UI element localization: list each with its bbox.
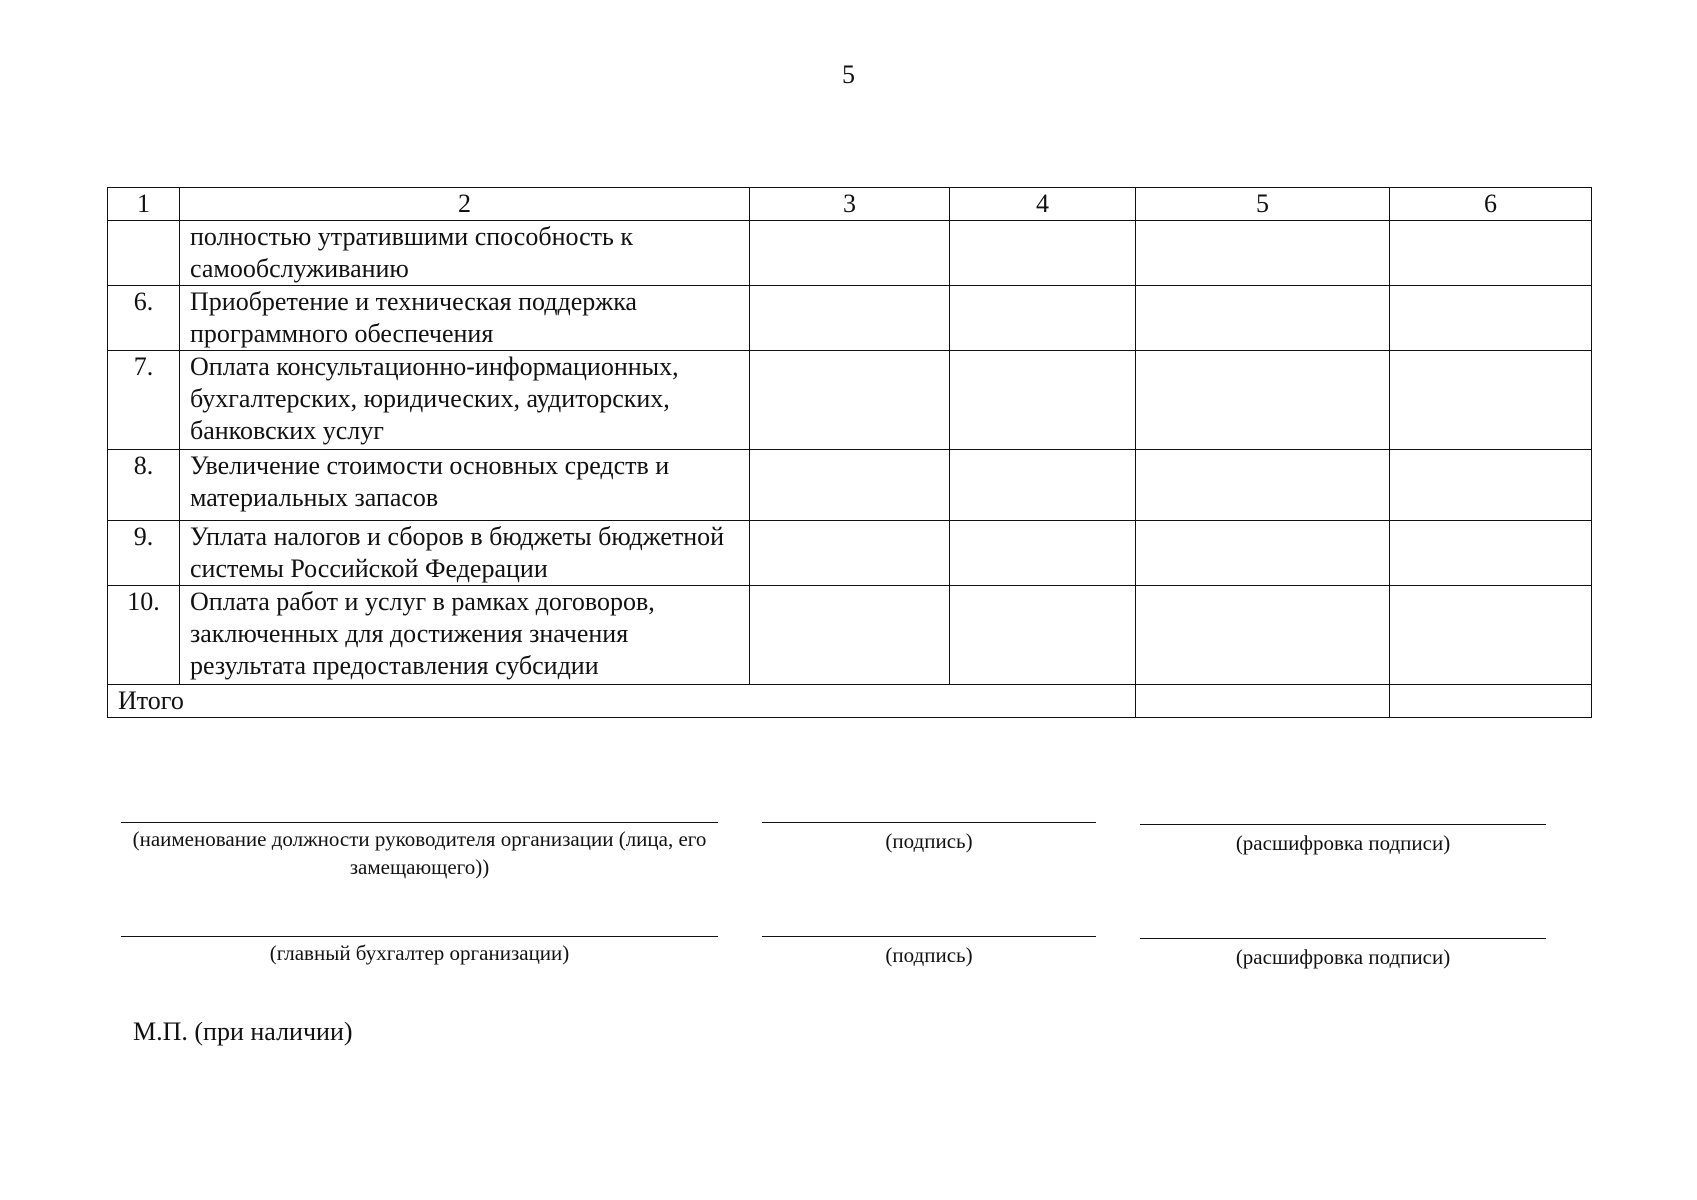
table-row	[108, 351, 1592, 450]
header-col-5: 5	[1136, 188, 1390, 221]
value-cell[interactable]	[1390, 450, 1592, 521]
value-cell[interactable]	[1390, 286, 1592, 351]
accountant-signature-line[interactable]	[121, 936, 718, 937]
stamp-label: М.П. (при наличии)	[133, 1017, 353, 1046]
row-description: Увеличение стоимости основных средств и материальных запасов	[180, 450, 750, 521]
value-cell[interactable]	[950, 221, 1136, 286]
row-number: 6.	[108, 286, 180, 351]
total-row	[108, 685, 1592, 718]
table-row	[108, 521, 1592, 586]
value-cell[interactable]	[1390, 221, 1592, 286]
value-cell[interactable]	[1136, 286, 1390, 351]
signature-line[interactable]	[762, 822, 1096, 823]
row-number: 9.	[108, 521, 180, 586]
table-row	[108, 586, 1592, 685]
value-cell[interactable]	[1390, 351, 1592, 450]
value-cell[interactable]	[750, 586, 950, 685]
value-cell[interactable]	[1136, 351, 1390, 450]
header-col-4: 4	[950, 188, 1136, 221]
row-number	[108, 221, 180, 286]
table-row	[108, 450, 1592, 521]
value-cell[interactable]	[1136, 586, 1390, 685]
position-signature-line[interactable]	[121, 822, 718, 823]
value-cell[interactable]	[750, 221, 950, 286]
row-number: 8.	[108, 450, 180, 521]
value-cell[interactable]	[1390, 586, 1592, 685]
table-row	[108, 221, 1592, 286]
header-col-6: 6	[1390, 188, 1592, 221]
row-description: полностью утратившими способность к самообслуживанию	[180, 221, 750, 286]
decoding-caption: (расшифровка подписи)	[1235, 945, 1451, 969]
value-cell[interactable]	[950, 586, 1136, 685]
value-cell[interactable]	[1136, 450, 1390, 521]
signature-caption: (подпись)	[885, 943, 973, 967]
value-cell[interactable]	[750, 450, 950, 521]
page-number: 5	[842, 60, 855, 89]
value-cell[interactable]	[750, 286, 950, 351]
header-col-1: 1	[108, 188, 180, 221]
decoding-signature-line[interactable]	[1140, 938, 1546, 939]
table-row	[108, 286, 1592, 351]
value-cell[interactable]	[1136, 221, 1390, 286]
value-cell[interactable]	[950, 450, 1136, 521]
value-cell[interactable]	[950, 351, 1136, 450]
row-description: Оплата консультационно-информационных, бухгалтерских, юридических, аудиторских, банковских услуг	[180, 351, 750, 450]
table-header-row	[108, 188, 1592, 221]
value-cell[interactable]	[950, 521, 1136, 586]
position-caption: (наименование должности руководителя организации (лица, его замещающего))	[132, 827, 707, 879]
value-cell[interactable]	[1390, 521, 1592, 586]
value-cell[interactable]	[1136, 521, 1390, 586]
value-cell[interactable]	[750, 351, 950, 450]
signature-line[interactable]	[762, 936, 1096, 937]
row-number: 10.	[108, 586, 180, 685]
row-description: Приобретение и техническая поддержка программного обеспечения	[180, 286, 750, 351]
header-col-2: 2	[180, 188, 750, 221]
value-cell[interactable]	[750, 521, 950, 586]
total-value-cell[interactable]	[1136, 685, 1390, 718]
expenses-table	[107, 187, 1592, 718]
accountant-caption: (главный бухгалтер организации)	[269, 941, 570, 965]
value-cell[interactable]	[950, 286, 1136, 351]
row-description: Оплата работ и услуг в рамках договоров, заключенных для достижения значения результата предоставления субсидии	[180, 586, 750, 685]
row-number: 7.	[108, 351, 180, 450]
row-description: Уплата налогов и сборов в бюджеты бюджетной системы Российской Федерации	[180, 521, 750, 586]
header-col-3: 3	[750, 188, 950, 221]
signature-caption: (подпись)	[885, 829, 973, 853]
total-value-cell[interactable]	[1390, 685, 1592, 718]
decoding-signature-line[interactable]	[1140, 824, 1546, 825]
decoding-caption: (расшифровка подписи)	[1235, 831, 1451, 855]
total-label: Итого	[108, 685, 1136, 718]
